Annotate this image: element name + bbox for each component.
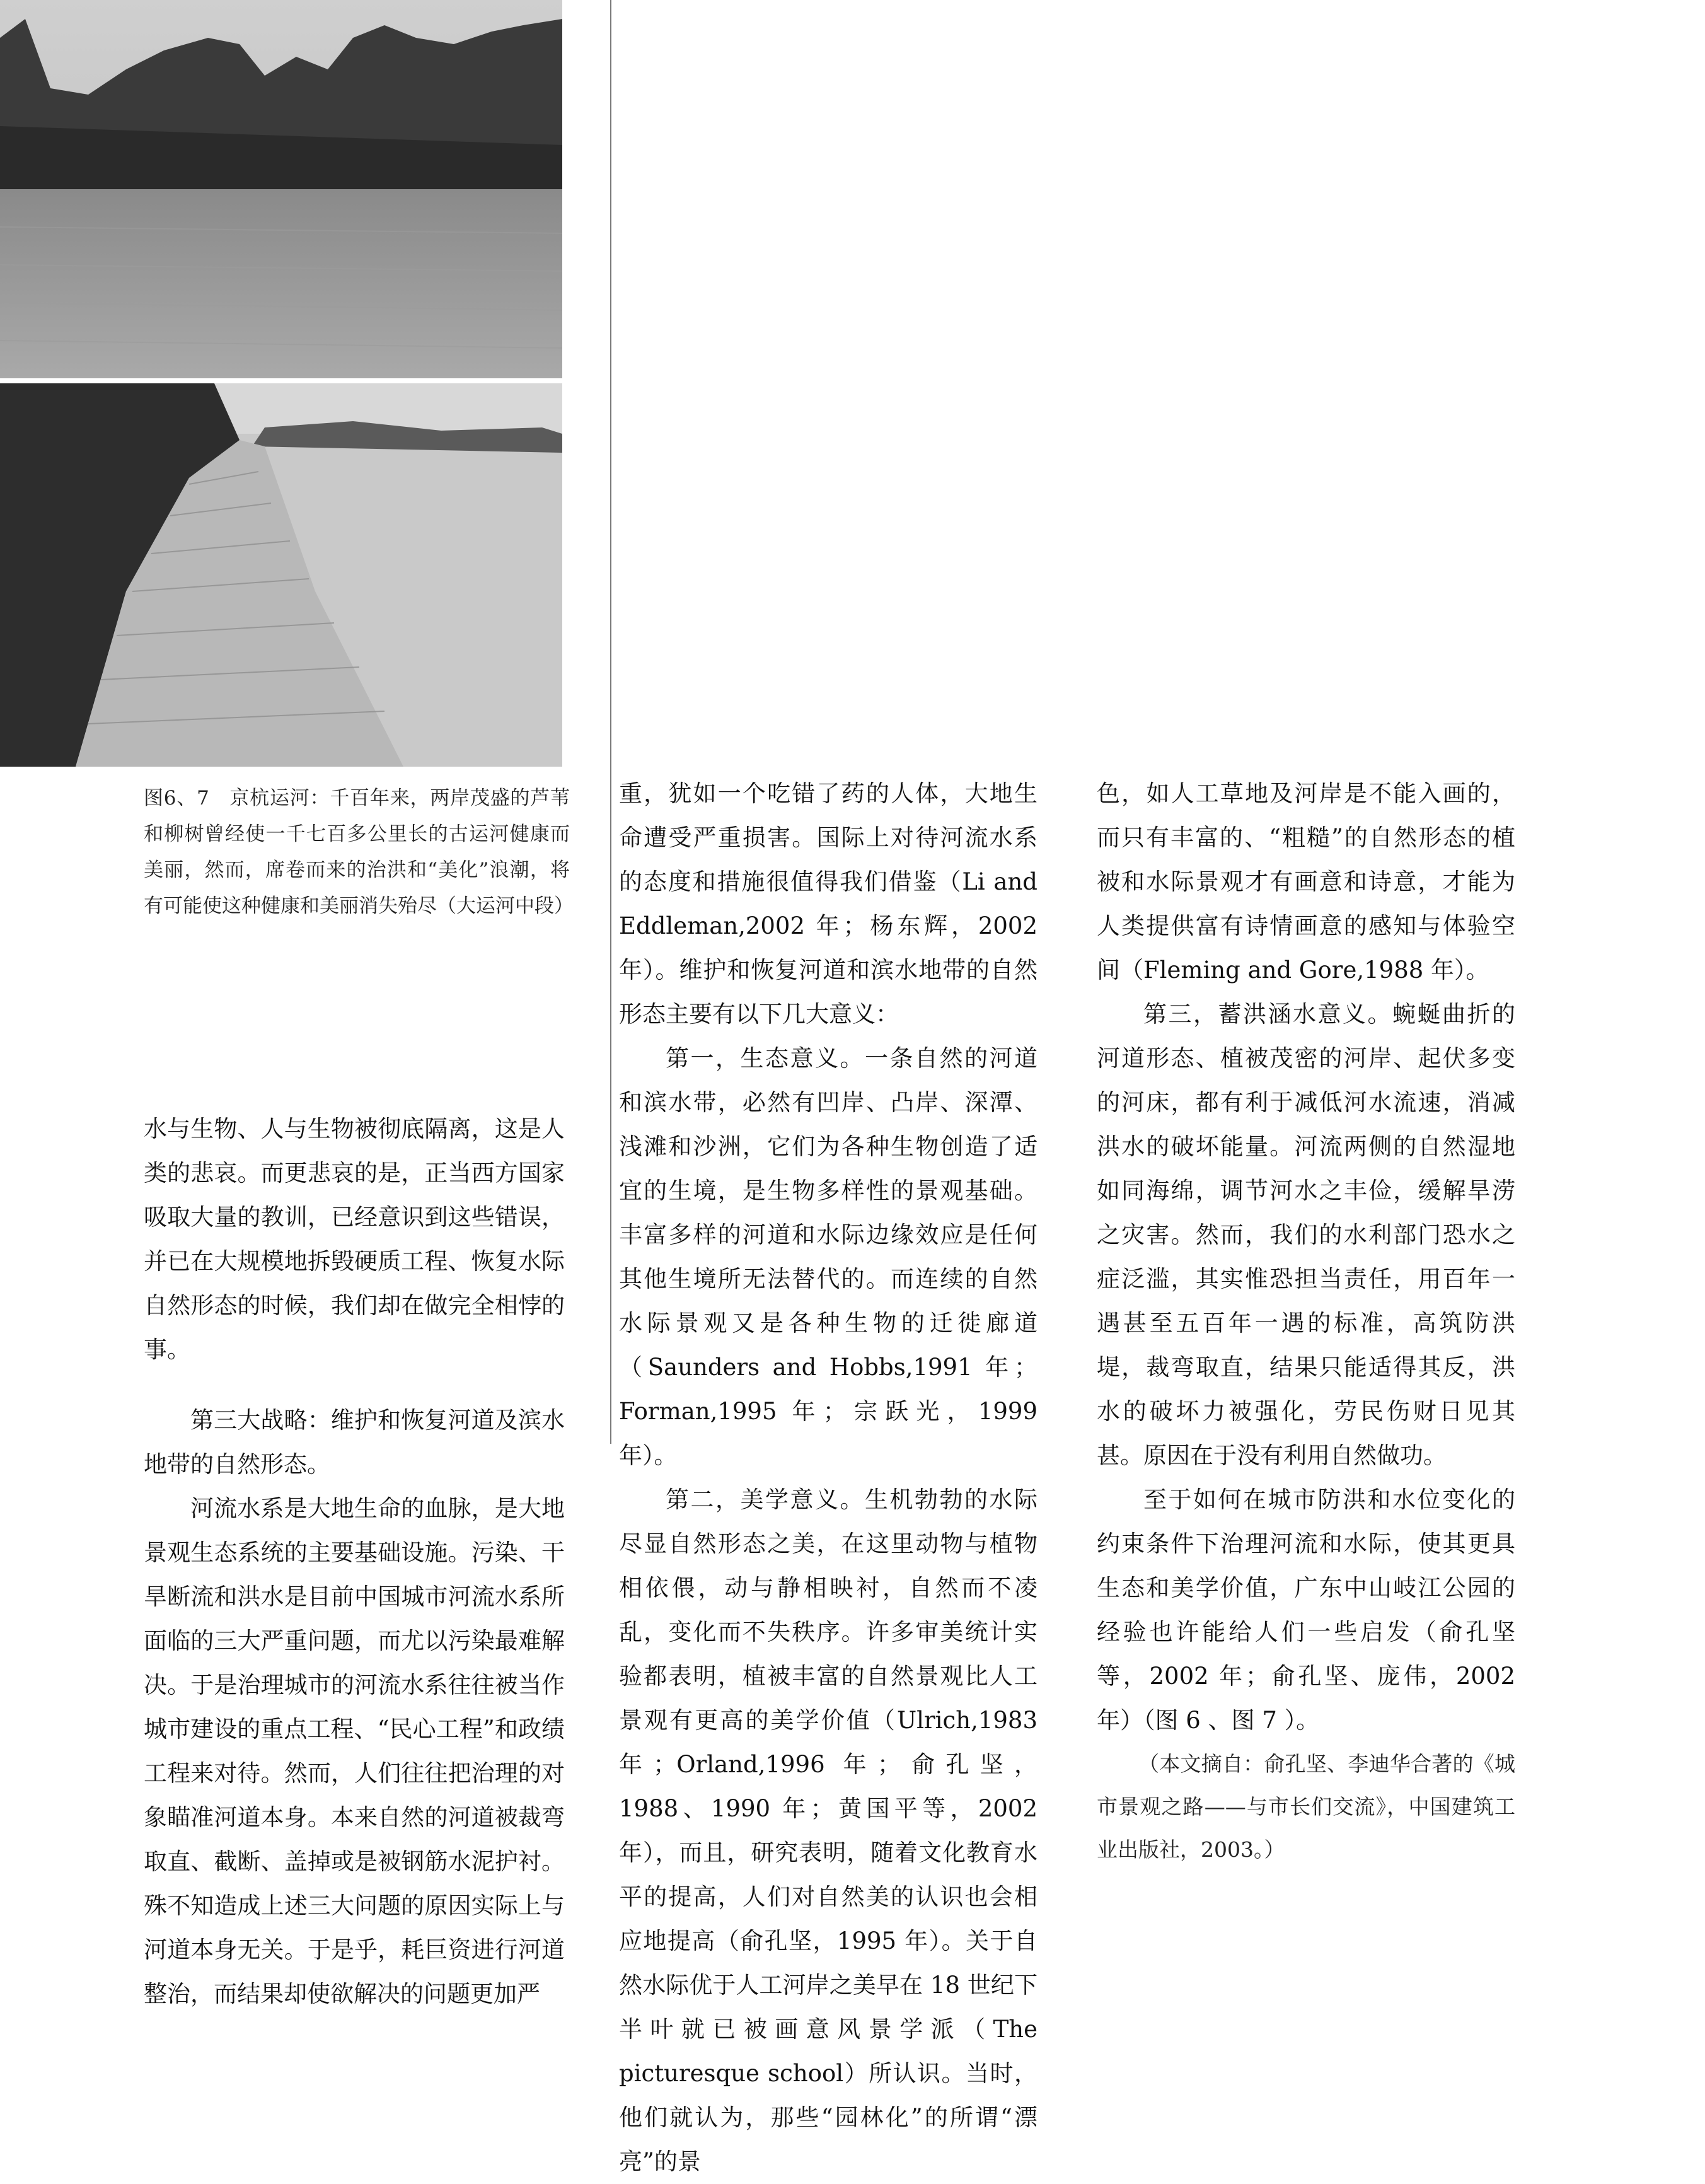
text-column-3 — [1097, 772, 1515, 1871]
paragraph: 色，如人工草地及河岸是不能入画的，而只有丰富的、“粗糙”的自然形态的植被和水际景观才有画意和诗意，才能为人类提供富有诗情画意的感知与体验空间（Fleming and Gore,1988 年）。 — [1097, 780, 1515, 984]
paragraph: 水与生物、人与生物被彻底隔离，这是人类的悲哀。而更悲哀的是，正当西方国家吸取大量的教训，已经意识到这些错误，并已在大规模地拆毁硬质工程、恢复水际自然形态的时候，我们却在做完全相悖的事。 — [144, 1115, 565, 1363]
section-heading: 第三大战略：维护和恢复河道及滨水地带的自然形态。 — [144, 1407, 565, 1478]
paragraph: 河流水系是大地生命的血脉，是大地景观生态系统的主要基础设施。污染、干旱断流和洪水是目前中国城市河流水系所面临的三大严重问题，而尤以污染最难解决。于是治理城市的河流水系往往被当作城市建设的重点工程、“民心工程”和政绩工程来对待。然而，人们往往把治理的对象瞄准河道本身。本来自然的河道被裁弯取直、截断、盖掉或是被钢筋水泥护衬。殊不知造成上述三大问题的原因实际上与河道本身无关。于是乎，耗巨资进行河道整治，而结果却使欲解决的问题更加严 — [144, 1495, 565, 2007]
paragraph: 第一，生态意义。一条自然的河道和滨水带，必然有凹岸、凸岸、深潭、浅滩和沙洲，它们为各种生物创造了适宜的生境，是生物多样性的景观基础。丰富多样的河道和水际边缘效应是任何其他生境所无法替代的。而连续的自然水际景观又是各种生物的迁徙廊道（Saunders and Hobbs,1991 年；Forman,1995 年；宗跃光，1999 年）。 — [619, 1045, 1037, 1469]
canal-reeds-photo — [0, 0, 562, 378]
concrete-embankment-photo — [0, 383, 562, 767]
column-divider — [610, 0, 611, 1444]
text-column-1 — [144, 1107, 565, 2016]
paragraph: 至于如何在城市防洪和水位变化的约束条件下治理河流和水际，使其更具生态和美学价值，广东中山岐江公园的经验也许能给人们一些启发（俞孔坚等，2002 年；俞孔坚、庞伟，2002 年）（图 6 、图 7 ）。 — [1097, 1486, 1515, 1734]
text-column-2 — [619, 772, 1037, 2184]
source-note: （本文摘自：俞孔坚、李迪华合著的《城市景观之路——与市长们交流》，中国建筑工业出版社，2003。） — [1097, 1751, 1515, 1862]
figure-caption: 图6、7 京杭运河：千百年来，两岸茂盛的芦苇和柳树曾经使一千七百多公里长的古运河健康而美丽，然而，席卷而来的治洪和“美化”浪潮，将有可能使这种健康和美丽消失殆尽（大运河中段） — [144, 787, 574, 917]
paragraph: 第二，美学意义。生机勃勃的水际尽显自然形态之美，在这里动物与植物相依偎，动与静相映衬，自然而不凌乱，变化而不失秩序。许多审美统计实验都表明，植被丰富的自然景观比人工景观有更高的美学价值（Ulrich,1983 年；Orland,1996 年；俞孔坚，1988、1990 年；黄国平等，2002 年），而且，研究表明，随着文化教育水平的提高，人们对自然美的认识也会相应地提高（俞孔坚，1995 年）。关于自然水际优于人工河岸之美早在 18 世纪下半叶就已被画意风景学派（The picturesque school）所认识。当时，他们就认为，那些“园林化”的所谓“漂亮”的景 — [619, 1486, 1037, 2175]
paragraph: 第三，蓄洪涵水意义。蜿蜒曲折的河道形态、植被茂密的河岸、起伏多变的河床，都有利于减低河水流速，消减洪水的破坏能量。河流两侧的自然湿地如同海绵，调节河水之丰俭，缓解旱涝之灾害。然而，我们的水利部门恐水之症泛滥，其实惟恐担当责任，用百年一遇甚至五百年一遇的标准，高筑防洪堤，裁弯取直，结果只能适得其反，洪水的破坏力被强化，劳民伤财日见其甚。原因在于没有利用自然做功。 — [1097, 1001, 1515, 1469]
paragraph: 重，犹如一个吃错了药的人体，大地生命遭受严重损害。国际上对待河流水系的态度和措施很值得我们借鉴（Li and Eddleman,2002 年；杨东辉，2002 年）。维护和恢复河道和滨水地带的自然形态主要有以下几大意义： — [619, 780, 1037, 1028]
